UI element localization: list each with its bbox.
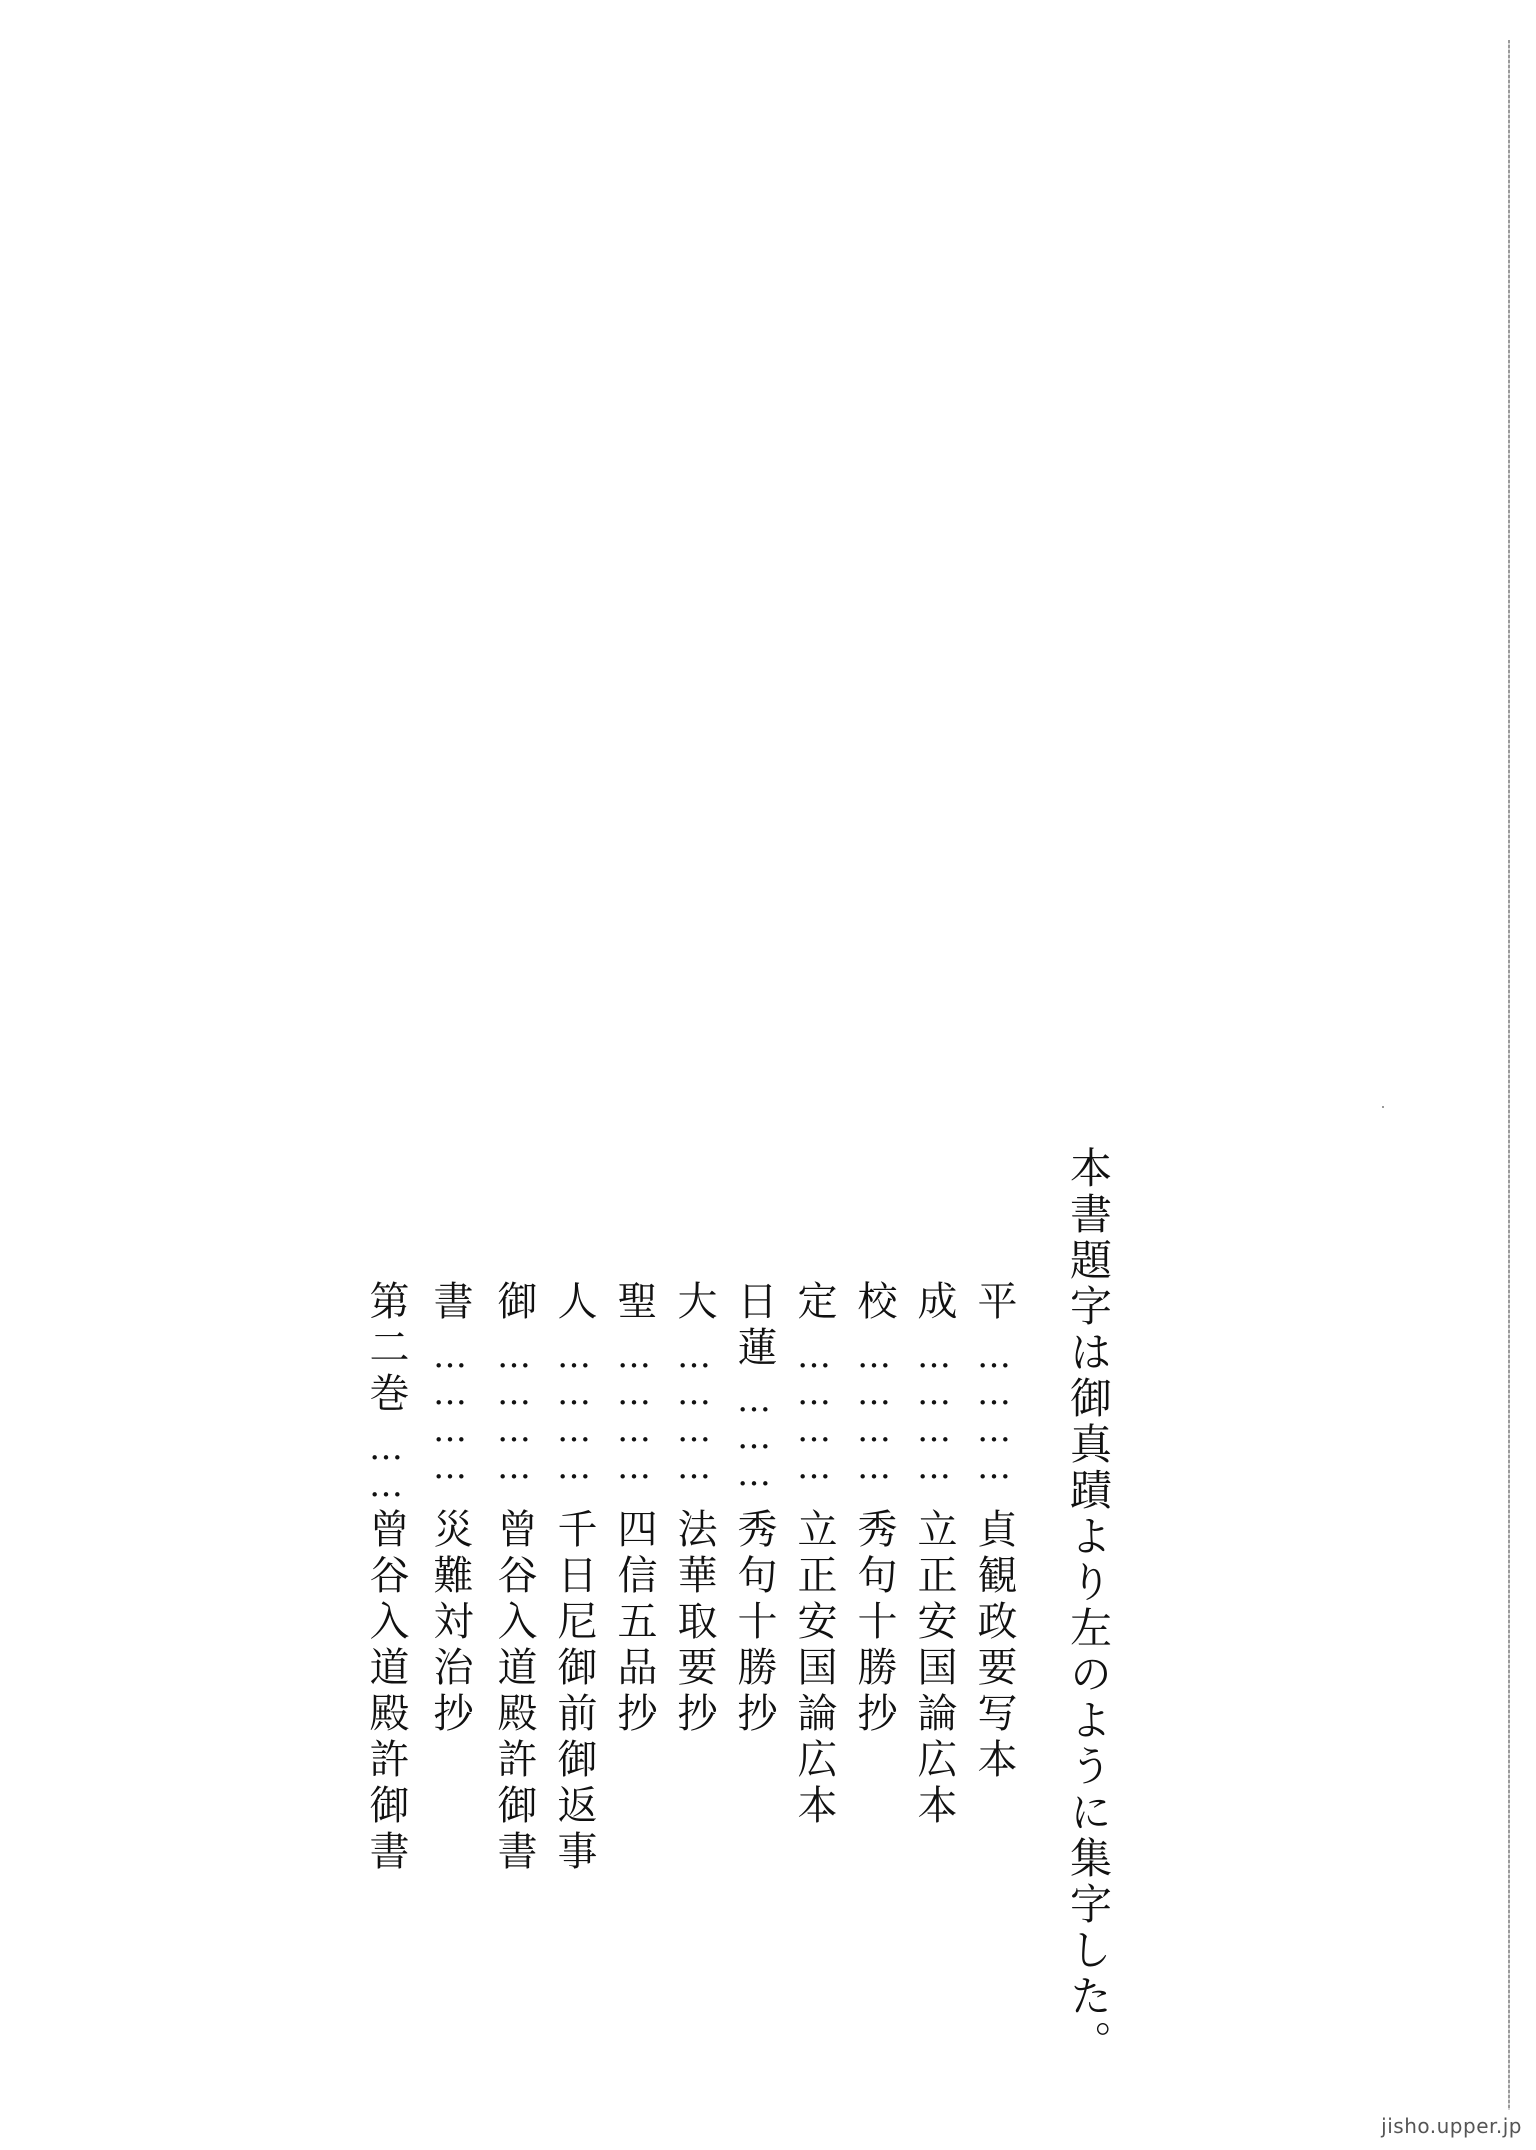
entry-label: 定	[791, 1280, 837, 1326]
colophon-entry	[970, 1280, 1018, 1880]
colophon-entry	[550, 1280, 598, 1880]
entry-label: 日蓮	[731, 1280, 777, 1372]
site-watermark: jisho.upper.jp	[1381, 2114, 1522, 2138]
entry-leader-dots: …………	[674, 1336, 714, 1484]
colophon-entry	[790, 1280, 838, 1880]
entry-label: 平	[971, 1280, 1017, 1326]
colophon-entry	[730, 1280, 778, 1880]
entry-leader-dots: …………	[554, 1336, 594, 1484]
colophon-heading: 本書題字は御真蹟より左のように集字した。	[1064, 1146, 1113, 2066]
entry-leader-dots: …………	[914, 1336, 954, 1484]
entry-source: 曾谷入道殿許御書	[491, 1508, 537, 1876]
entry-leader-dots: …………	[974, 1336, 1014, 1484]
entry-label: 人	[551, 1280, 597, 1326]
entry-leader-dots: ………	[734, 1380, 774, 1491]
colophon-entry	[910, 1280, 958, 1880]
colophon-entry	[850, 1280, 898, 1880]
entry-label: 御	[491, 1280, 537, 1326]
entry-source: 四信五品抄	[611, 1508, 657, 1738]
entry-label: 大	[671, 1280, 717, 1326]
entry-leader-dots: …………	[614, 1336, 654, 1484]
colophon-entry	[362, 1280, 410, 1880]
entry-leader-dots: …………	[854, 1336, 894, 1484]
entry-label: 第二巻	[363, 1280, 409, 1418]
entry-source: 秀句十勝抄	[731, 1508, 777, 1738]
entry-source: 法華取要抄	[671, 1508, 717, 1738]
entry-source: 災難対治抄	[427, 1508, 473, 1738]
entry-leader-dots: …………	[794, 1336, 834, 1484]
entry-label: 成	[911, 1280, 957, 1326]
entry-leader-dots: ……	[366, 1428, 406, 1502]
entry-source: 貞観政要写本	[971, 1508, 1017, 1784]
colophon-entry	[426, 1280, 474, 1880]
entry-source: 立正安国論広本	[791, 1508, 837, 1830]
colophon-entry	[670, 1280, 718, 1880]
entry-source: 立正安国論広本	[911, 1508, 957, 1830]
entry-leader-dots: …………	[494, 1336, 534, 1484]
entry-label: 校	[851, 1280, 897, 1326]
entry-source: 秀句十勝抄	[851, 1508, 897, 1738]
entry-source: 曾谷入道殿許御書	[363, 1508, 409, 1876]
entry-label: 書	[427, 1280, 473, 1326]
entry-leader-dots: …………	[430, 1336, 470, 1484]
colophon-entry	[610, 1280, 658, 1880]
entry-label: 聖	[611, 1280, 657, 1326]
colophon-entry	[490, 1280, 538, 1880]
entry-source: 千日尼御前御返事	[551, 1508, 597, 1876]
